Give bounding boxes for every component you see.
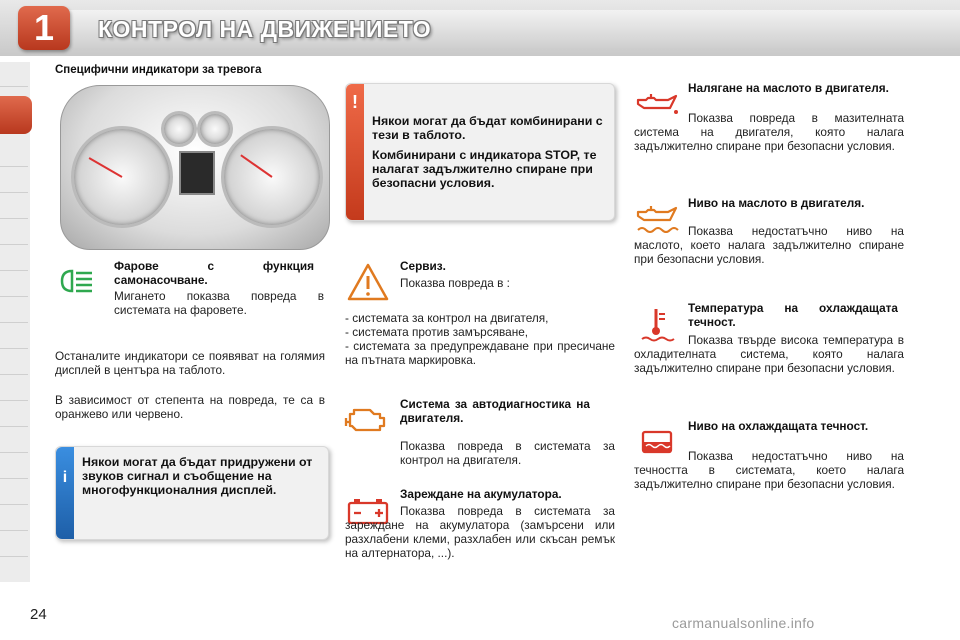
needle: [240, 154, 272, 177]
other-indicators-p1: Останалите индикатори се появяват на голямия дисплей в центъра на таблото.: [55, 349, 325, 377]
coolant-temp-title: Температура на охлаждащата течност.: [688, 301, 898, 329]
chapter-badge: 1: [18, 6, 70, 50]
warning-note-box: [345, 83, 615, 221]
warning-note-text1: Някои могат да бъдат комбинирани с тези в таблото.: [372, 114, 603, 142]
info-icon: i: [62, 469, 68, 486]
small-gauge: [197, 111, 233, 147]
engine-check-icon: [344, 402, 388, 441]
coolant-level-title: Ниво на охлаждащата течност.: [688, 419, 869, 433]
service-title: Сервиз.: [400, 259, 446, 273]
chapter-tabs: [0, 62, 30, 582]
tab[interactable]: [0, 168, 28, 193]
coolant-level-text: Показва недостатъчно ниво на течността в системата, което налага задължително спиране при безопасни условия.: [634, 449, 904, 491]
headlights-text: Мигането показва повреда в системата на фаровете.: [114, 289, 324, 317]
service-item: - системата за предупреждаване при пресичане на пътната маркировка.: [345, 339, 615, 367]
other-indicators-p2: В зависимост от степента на повреда, те са в оранжево или червено.: [55, 393, 325, 421]
tab[interactable]: [0, 142, 28, 167]
service-warning-icon: [346, 262, 390, 307]
tab[interactable]: [0, 402, 28, 427]
tab[interactable]: [0, 62, 28, 87]
tab[interactable]: [0, 350, 28, 375]
oil-level-text: Показва недостатъчно ниво на маслото, което налага задължително спиране при безопасни условия.: [634, 224, 904, 266]
tab-active[interactable]: [0, 96, 32, 134]
page-number: 24: [30, 606, 47, 623]
tab[interactable]: [0, 532, 28, 557]
oil-pressure-title: Налягане на маслото в двигателя.: [688, 81, 889, 95]
page-title: КОНТРОЛ НА ДВИЖЕНИЕТО: [98, 16, 432, 42]
small-gauge: [161, 111, 197, 147]
center-display: [179, 151, 215, 195]
info-note-box: [55, 446, 329, 540]
headlight-warning-icon: [58, 266, 98, 301]
tab[interactable]: [0, 428, 28, 453]
warning-icon: !: [352, 92, 358, 112]
battery-title: Зареждане на акумулатора.: [400, 487, 562, 501]
tab[interactable]: [0, 506, 28, 531]
info-note-text: Някои могат да бъдат придружени от звуков сигнал и съобщение на многофункционалния дисплей.: [82, 455, 313, 497]
coolant-temp-text: Показва твърде висока температура в охладителната система, която налага задължително спиране при безопасни условия.: [634, 333, 904, 375]
needle: [89, 157, 123, 178]
tab[interactable]: [0, 272, 28, 297]
service-item: - системата против замърсяване,: [345, 325, 529, 339]
tachometer-gauge: [71, 126, 173, 228]
service-item: - системата за контрол на двигателя,: [345, 311, 549, 325]
engine-diag-text: Показва повреда в системата за контрол на двигателя.: [400, 439, 615, 467]
warning-note-text2: Комбинирани с индикатора STOP, те налагат задължително спиране при безопасни условия.: [372, 148, 597, 190]
tab[interactable]: [0, 246, 28, 271]
oil-pressure-text: Показва повреда в мазителната система на двигателя, която налага задължително спиране при безопасни условия.: [634, 111, 904, 153]
section-title: Специфични индикатори за тревога: [55, 64, 262, 76]
headlights-title: Фарове с функция самонасочване.: [114, 259, 314, 287]
instrument-cluster-image: [60, 85, 330, 250]
battery-text: Показва повреда в системата за зареждане на акумулатора (замърсени или разхлабени клеми, разхлабен или скъсан ремък на алтернатора, ...).: [345, 504, 615, 560]
tab[interactable]: [0, 298, 28, 323]
speedometer-gauge: [221, 126, 323, 228]
watermark: carmanualsonline.info: [672, 615, 815, 631]
oil-level-title: Ниво на маслото в двигателя.: [688, 196, 865, 210]
tab[interactable]: [0, 220, 28, 245]
tab[interactable]: [0, 324, 28, 349]
tab[interactable]: [0, 376, 28, 401]
engine-diag-title: Система за автодиагностика на двигателя.: [400, 397, 590, 425]
tab[interactable]: [0, 480, 28, 505]
tab[interactable]: [0, 194, 28, 219]
info-accent: [56, 447, 74, 539]
tab[interactable]: [0, 454, 28, 479]
service-intro: Показва повреда в :: [400, 276, 510, 290]
